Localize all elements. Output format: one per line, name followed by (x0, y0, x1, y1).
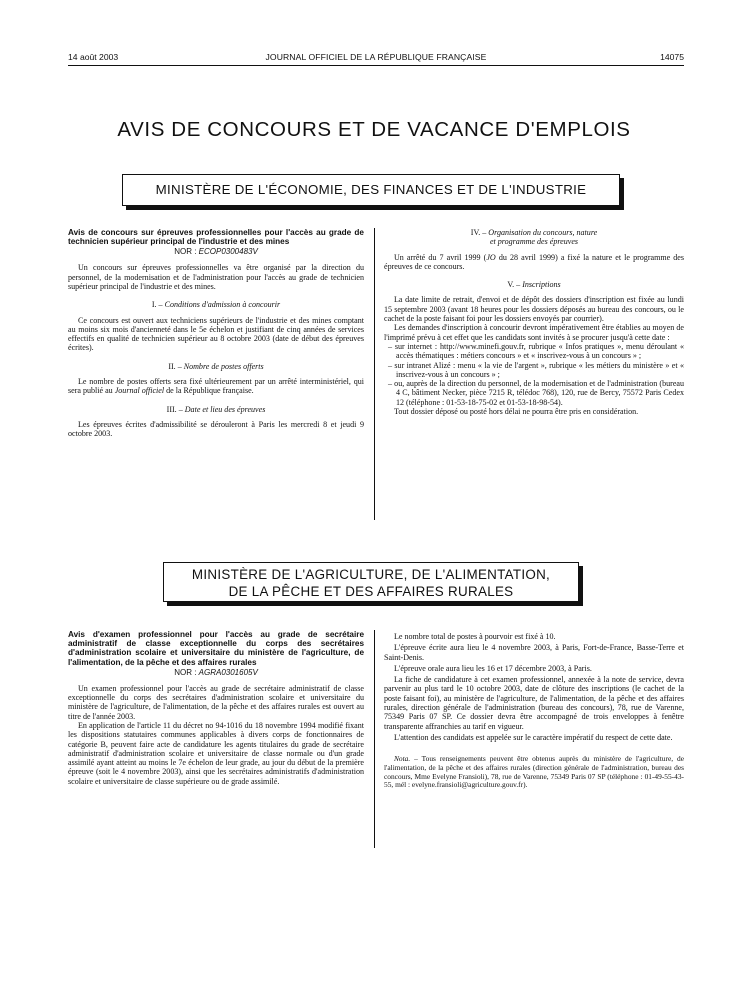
nor-label: NOR : (174, 667, 197, 677)
section-number: III. – (166, 404, 183, 414)
section-title: Date et lieu des épreuves (184, 404, 266, 414)
header-rule (68, 65, 684, 66)
text-run-italic: Journal officiel (114, 386, 165, 396)
section-text: Les épreuves écrites d'admissibilité se dérouleront à Paris les mercredi 8 et jeudi 9 octobre 2003. (68, 419, 364, 439)
nor-code: AGRA0301605V (198, 667, 258, 677)
journal-name: JOURNAL OFFICIEL DE LA RÉPUBLIQUE FRANÇAISE (265, 52, 487, 62)
paragraph: La fiche de candidature à cet examen professionnel, annexée à la note de service, devra parvenir au plus tard le 10 octobre 2003, date de clôture des inscriptions (le cachet de la poste faisant foi), au ministère de l'agriculture, de l'alimentation, de la pêche et des affaires rurales, direction générale de l'administration (bureau des concours), 78, rue de Varenne, 75349 Paris 07 SP. Ce dossier devra être accompagné de trois enveloppes à fenêtre transparente affranchies au tarif en vigueur. (384, 675, 684, 731)
column-divider (374, 630, 375, 848)
section-heading (68, 405, 364, 414)
section-number: I. – (151, 300, 163, 310)
footnote-label: Nota. (394, 754, 411, 764)
registration-channels-list (384, 342, 684, 407)
section-text: La date limite de retrait, d'envoi et de dépôt des dossiers d'inscription est fixée au lundi 15 septembre 2003 (avant 18 heures pour les dossiers déposés au bureau des concours, ou le cachet de la poste faisant foi pour les dossiers envoyés par courrier). (384, 295, 684, 324)
nor-label: NOR : (174, 247, 197, 257)
section-heading (68, 362, 364, 371)
page-title: AVIS DE CONCOURS ET DE VACANCE D'EMPLOIS (117, 118, 631, 141)
section-text: Tout dossier déposé ou posté hors délai ne pourra être pris en considération. (394, 407, 639, 417)
footnote (384, 755, 684, 790)
section-heading (384, 280, 684, 289)
section-title: Inscriptions (522, 280, 561, 290)
paragraph: En application de l'article 11 du décret no 94-1016 du 18 novembre 1994 modifié fixant les dispositions statutaires communes applicables à divers corps de fonctionnaires de catégorie B, peuvent faire acte de candidature les agents titulaires du grade de secrétaire administratif d'administration scolaire et universitaire de classe normale ou d'un grade assimilé ayant atteint au moins le 7e échelon de leur grade, au jour du début de la première épreuve (soit le 4 novembre 2003), ainsi que les secrétaires administratifs d'administration scolaire et universitaire de classe supérieure ou de grade assimilé. (68, 721, 364, 786)
section-heading (68, 300, 364, 309)
running-header (68, 50, 684, 64)
section-heading (384, 228, 684, 247)
notice-agriculture-nor (68, 668, 364, 678)
section-title-line2: et programme des épreuves (489, 237, 579, 247)
notice-agriculture-left-column (68, 630, 364, 786)
section-number: V. – (507, 280, 521, 290)
notice-economy-nor (68, 247, 364, 257)
section-number: II. – (168, 361, 182, 371)
text-run-italic: JO (486, 252, 496, 262)
page-number: 14075 (660, 52, 684, 62)
notice-economy-intro: Un concours sur épreuves professionnelles va être organisé par la direction du personnel, de la modernisation et de l'administration pour l'accès au grade de technicien supérieur principal de l'industrie et des mines. (68, 263, 364, 291)
column-divider (374, 228, 375, 520)
ministry-economy-box (122, 174, 620, 206)
ministry-agriculture-box (163, 562, 579, 602)
notice-economy-title: Avis de concours sur épreuves professionnelles pour l'accès au grade de technicien supérieur principal de l'industrie et des mines (68, 228, 364, 247)
text-run: de la République française. (164, 386, 254, 396)
paragraph: L'épreuve orale aura lieu les 16 et 17 décembre 2003, à Paris. (394, 663, 592, 673)
text-run: du 28 avril 1999) a fixé la nature et le programme des épreuves de ce concours. (384, 252, 684, 271)
section-text (68, 377, 364, 396)
list-item: – sur internet : http://www.minefi.gouv.fr, rubrique « Infos pratiques », menu déroulant « accès thématiques : métiers concours » et « inscrivez-vous à un concours » ; (388, 341, 684, 361)
section-title: Conditions d'admission à concourir (164, 300, 281, 310)
text-run: Un arrêté du 7 avril 1999 ( (394, 252, 487, 262)
ministry-agriculture-line2: DE LA PÊCHE ET DES AFFAIRES RURALES (228, 584, 514, 599)
footnote-text: – Tous renseignements peuvent être obtenus auprès du ministère de l'agriculture, de l'alimentation, de la pêche et des affaires rurales (direction générale de l'administration, bureau des concours, Mme Evelyne Fransioli), 78, rue de Varenne, 75349 Paris 07 SP (téléphone : 01-49-55-43-55, mél : evelyne.fransioli@agriculture.gouv.fr). (384, 754, 684, 790)
ministry-agriculture-line1: MINISTÈRE DE L'AGRICULTURE, DE L'ALIMENTATION, (191, 567, 551, 582)
paragraph: Un examen professionnel pour l'accès au grade de secrétaire administratif de classe exceptionnelle du corps des secrétaires d'administration scolaire et universitaire du ministère de l'agriculture, de l'alimentation, de la pêche et des affaires rurales est ouvert au titre de l'année 2003. (68, 683, 364, 721)
section-number: IV. – (470, 228, 487, 237)
section-title: Organisation du concours, nature (488, 228, 598, 237)
ministry-economy-name: MINISTÈRE DE L'ÉCONOMIE, DES FINANCES ET DE L'INDUSTRIE (155, 182, 587, 197)
paragraph: L'épreuve écrite aura lieu le 4 novembre 2003, à Paris, Fort-de-France, Basse-Terre et Saint-Denis. (384, 643, 684, 662)
notice-economy-left-column (68, 228, 364, 439)
section-text: Les demandes d'inscription à concourir devront impérativement être établies au moyen de l'imprimé prévu à cet effet que les candidats sont invités à se procurer jusqu'à cette date : (384, 323, 684, 342)
text-run: Le nombre de postes offerts sera fixé ultérieurement par un arrêté interministériel, qui sera publié au (68, 377, 364, 396)
section-text: Ce concours est ouvert aux techniciens supérieurs de l'industrie et des mines comptant au moins six mois d'ancienneté dans le 5e échelon et justifiant de cinq années de services effectifs en qualité de technicien supérieur au 8 octobre 2003 (date de début des épreuves écrites). (68, 315, 364, 353)
list-item: – ou, auprès de la direction du personnel, de la modernisation et de l'administration (bureau 4 C, bâtiment Necker, pièce 7215 R, télédoc 768), 120, rue de Bercy, 75572 Paris Cedex 12 (téléphone : 01-53-18-75-02 et 01-53-18-98-54). (388, 379, 684, 407)
notice-agriculture-right-column (384, 630, 684, 790)
paragraph: Le nombre total de postes à pourvoir est fixé à 10. (394, 632, 556, 641)
issue-date: 14 août 2003 (68, 52, 119, 62)
section-text (384, 253, 684, 272)
notice-agriculture-title: Avis d'examen professionnel pour l'accès au grade de secrétaire administratif de classe exceptionnelle du corps des secrétaires d'administration scolaire et universitaire du ministère de l'agriculture, de l'alimentation, de la pêche et des affaires rurales (68, 630, 364, 667)
nor-code: ECOP0300483V (198, 247, 258, 257)
notice-economy-right-column (384, 228, 684, 416)
paragraph: L'attention des candidats est appelée sur le caractère impératif du respect de cette date. (394, 732, 673, 742)
list-item: – sur intranet Alizé : menu « la vie de l'argent », rubrique « les métiers du ministère » et « inscrivez-vous à un concours » ; (388, 360, 684, 379)
section-title: Nombre de postes offerts (183, 361, 264, 371)
